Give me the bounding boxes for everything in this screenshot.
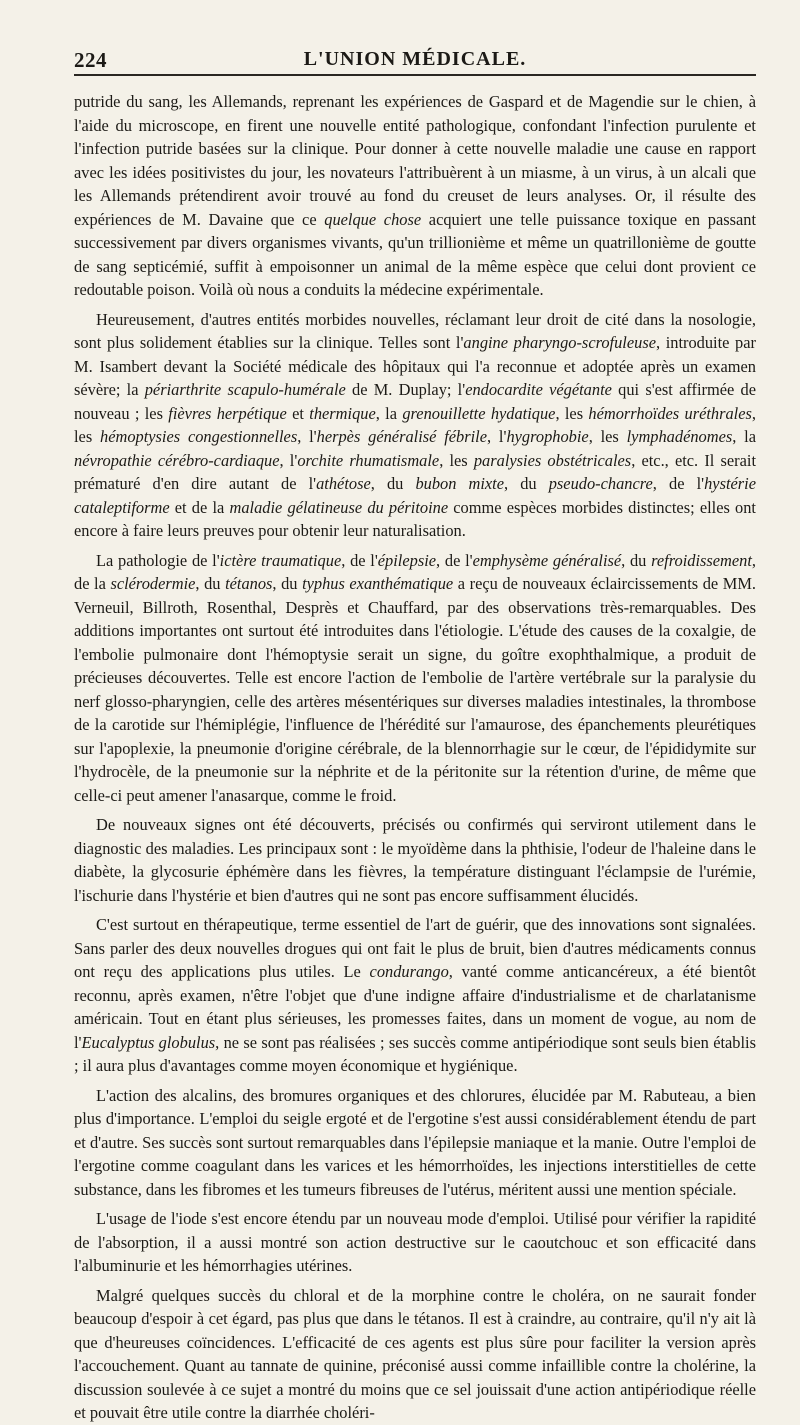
journal-title: L'UNION MÉDICALE. [303,48,527,70]
article-body [74,90,756,1425]
italic-term: périarthrite scapulo-humérale [144,380,346,399]
italic-term: thermique [309,403,376,423]
text-run: , l' [487,427,507,446]
italic-term: tétanos [225,574,273,593]
italic-term: hygrophobie [506,427,589,446]
text-run: Heureusement, d'autres entités morbides nouvelles, réclamant leur droit de cité dans la nosologie, sont plus solidement établies sur la clinique. Telles sont l' [74,309,756,352]
italic-term: herpès généralisé fébrile [316,427,488,446]
text-run: comme espèces morbides distinctes; elles ont encore à faire leurs preuves pour obtenir leur naturalisation. [74,497,756,540]
italic-term: hémorrhoïdes uréthrales [588,403,752,423]
text-run: , etc., etc. Il serait prématuré d'en dire autant de l' [74,450,757,493]
text-run: , du [370,474,416,493]
text-run: , les [74,403,756,446]
text-run: , du [195,574,226,593]
text-run: , de l' [341,550,378,570]
text-run: , la [732,427,756,446]
text-run: putride du sang, les Allemands, reprenant les expériences de Gaspard et de Magendie sur le chien, à l'aide du microscope, en firent une nouvelle entité pathologique, confondant l'infection purulente et l'infection putride basées sur la clinique. Pour donner à cette nouvelle maladie une cause en rapport avec les idées positivistes du jour, les novateurs l'attribuèrent à un miasme, à un virus, à un alcali que les Allemands prétendirent avoir trouvé au fond du creuset de leurs analyses. Or, il résulte des expériences de M. Davaine que ce [74,92,756,229]
text-run: C'est surtout en thérapeutique, terme essentiel de l'art de guérir, que des innovations sont signalées. Sans parler des deux nouvelles drogues qui ont fait le plus de bruit, bien d'autres médicaments connus ont reçu des applications plus utiles. Le [74,915,756,981]
text-run: a reçu de nouveaux éclaircissements de MM. Verneuil, Billroth, Rosenthal, Desprès et Chauffard, par des observations très-remarquables. Des additions importantes ont surtout été introduites dans l'étiologie. L'étude des causes de la coxalgie, de l'embolie pulmonaire dont l'hémoptysie serait un signe, du goître exophthalmique, a produit de précieuses découvertes. Telle est encore l'action de l'embolie de l'artère vertébrale sur la paralysie du nerf glosso-pharyngien, celle des artères mésentériques sur diverses maladies intestinales, la thrombose de la carotide sur l'hémiplégie, l'influence de l'hérédité sur l'amaurose, des épanchements pleurétiques sur l'apoplexie, la pneumonie d'origine cérébrale, de la blennorrhagie sur le cœur, de l'épididymite sur l'hydrocèle, de la pneumonie sur la néphrite et de la péritonite sur la rétention d'urine, de même que celle-ci peut amener l'anasarque, comme le froid. [74,574,756,805]
italic-term: sclérodermie [110,574,196,593]
text-run: , du [272,574,303,593]
italic-term: épilepsie [377,550,437,570]
italic-term: endocardite végétante [465,380,612,399]
italic-term: fièvres herpétique [168,403,287,423]
text-run: , de l' [436,550,473,570]
italic-term: paralysies obstétricales [473,450,632,470]
italic-term: hémoptysies congestionnelles [100,427,298,446]
italic-term: lymphadénomes [626,427,733,446]
text-run: , de la [74,550,756,593]
page-header [74,44,756,76]
paragraph [74,813,756,907]
paragraph [74,1207,756,1278]
italic-term: typhus exanthématique [302,574,454,593]
paragraph [74,913,756,1078]
text-run: , du [621,550,652,570]
text-run: acquiert une telle puissance toxique en passant successivement par divers organismes vivants, qu'un trillionième et même un quatrillonième de goutte de sang septicémié, suffit à empoisonner un animal de la même espèce que celui dont provient ce redoutable poison. Voilà où nous a conduits la médecine expérimentale. [74,209,757,299]
paragraph [74,1284,756,1425]
italic-term: pseudo-chancre [548,474,653,493]
text-run: , l' [297,427,317,446]
text-run: L'action des alcalins, des bromures organiques et des chlorures, élucidée par M. Rabuteau, a bien plus d'importance. L'emploi du seigle ergoté et de l'ergotine s'est aussi considérablement étendu de part et d'autre. Ses succès sont surtout remarquables dans l'épilepsie maniaque et la manie. Outre l'emploi de l'ergotine comme coagulant dans les varices et les hémorrhoïdes, les injections interstitielles de cette substance, dans les fibromes et les tumeurs fibreuses de l'utérus, méritent aussi une mention spéciale. [74,1085,756,1199]
text-run: Malgré quelques succès du chloral et de la morphine contre le choléra, on ne saurait fonder beaucoup d'espoir à cet égard, pas plus que dans le tétanos. Il est à craindre, au contraire, qu'il n'y ait là que d'heureuses coïncidences. L'efficacité de ces agents est plus sûre pour faciliter la version après l'accouchement. Quant au tannate de quinine, préconisé aussi comme infaillible contre la cholérine, la discussion soulevée à ce sujet a montré du moins que ce sel jouissait d'une action antipériodique réelle et pouvait être utile contre la diarrhée choléri- [74,1285,756,1422]
text-run: , les [588,427,627,446]
italic-term: hystérie cataleptiforme [74,474,756,517]
paragraph [74,90,756,302]
text-run: , vanté comme anticancéreux, a été bientôt reconnu, après examen, n'être l'objet que d'une indigne affaire d'industrialisme et de charlatanisme américain. Tout en étant plus sérieuses, les promesses faites, dans un moment de vogue, au nom de l' [74,962,756,1052]
italic-term: emphysème généralisé [472,550,622,570]
italic-term: refroidissement [651,550,752,570]
text-run: , l' [279,450,298,470]
italic-term: condurango [369,962,449,981]
text-run: , les [555,403,589,423]
italic-term: ictère traumatique [219,550,342,570]
italic-term: maladie gélatineuse du péritoine [229,497,449,517]
text-run: La pathologie de l' [96,550,220,570]
italic-term: angine pharyngo-scrofuleuse [463,333,656,352]
text-run: de M. Duplay; l' [345,380,466,399]
text-run: qui s'est affirmée de nouveau ; les [74,380,756,423]
page-number: 224 [74,48,107,72]
text-run: , ne se sont pas réalisées ; ses succès comme antipériodique sont seuls bien établis ; il aura plus d'avantages comme moyen économique et hygiénique. [74,1032,756,1075]
italic-term: quelque chose [324,209,422,229]
text-run: , les [439,450,474,470]
text-run: L'usage de l'iode s'est encore étendu par un nouveau mode d'emploi. Utilisé pour vérifier la rapidité de l'absorption, il a aussi montré son action destructive sur le caoutchouc et son efficacité dans l'albuminurie et les hémorrhagies utérines. [74,1209,756,1275]
text-run: et [286,403,310,423]
italic-term: athétose [316,474,371,493]
paragraph [74,549,756,808]
text-run: et de la [169,497,230,517]
text-run: De nouveaux signes ont été découverts, précisés ou confirmés qui serviront utilement dans le diagnostic des maladies. Les principaux sont : le myoïdème dans la phthisie, l'odeur de l'haleine dans le diabète, la glycosurie éphémère dans les fièvres, la température distinguant l'éclampsie de l'urémie, l'ischurie dans l'hystérie et bien d'autres qui ne sont pas encore suffisamment élucidés. [74,815,756,905]
text-run: , la [375,403,403,423]
italic-term: grenouillette hydatique [402,403,556,423]
paragraph [74,1084,756,1202]
text-run: , du [504,474,549,493]
paragraph [74,308,756,543]
text-run: , introduite par M. Isambert devant la Société médicale des hôpitaux qui l'a reconnue et adoptée après un examen sévère; la [74,333,756,399]
italic-term: névropathie cérébro-cardiaque [74,450,280,470]
italic-term: orchite rhumatismale [297,450,440,470]
italic-term: Eucalyptus globulus [81,1032,216,1052]
italic-term: bubon mixte [415,474,505,493]
text-run: , de l' [652,474,705,493]
